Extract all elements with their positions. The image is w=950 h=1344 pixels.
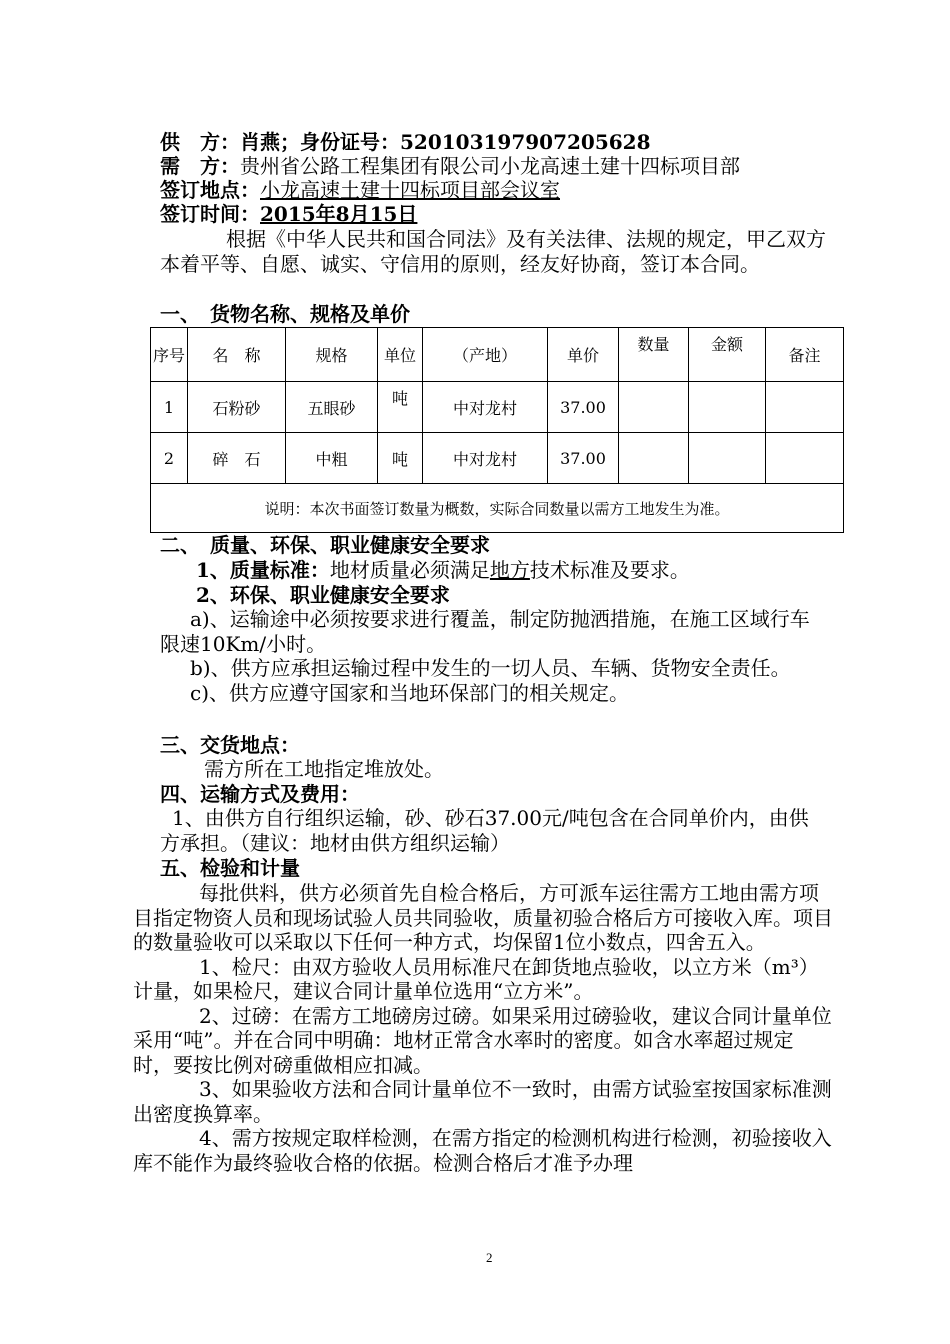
section3-text: 需方所在工地指定堆放处。 [204,757,444,781]
table-cell: 吨 [378,382,423,433]
env-item-b: b)、供方应承担运输过程中发生的一切人员、车辆、货物安全责任。 [190,656,791,680]
table-cell [619,382,689,433]
table-cell [689,382,766,433]
place-line [160,178,560,202]
table-cell: 中对龙村 [423,382,548,433]
quality-label: 1、质量标准： [196,558,330,582]
header-cell: 备注 [766,328,844,382]
intro-text: 根据《中华人民共和国合同法》及有关法律、法规的规定，甲乙双方本着平等、自愿、诚实、守信用的原则，经友好协商，签订本合同。 [160,227,826,276]
goods-table [150,327,844,533]
table-cell [766,433,844,484]
header-cell: 单价 [548,328,619,382]
section4-body [160,806,828,855]
table-cell [689,433,766,484]
section4-title: 四、运输方式及费用： [160,782,360,806]
env-item-c: c)、供方应遵守国家和当地环保部门的相关规定。 [190,680,630,705]
table-row [151,433,844,484]
page-number: 2 [486,1250,493,1265]
section5-body [133,881,833,1175]
section5-paragraph-5: 4、需方按规定取样检测，在需方指定的检测机构进行检测，初验接收入库不能作为最终验收合格的依据。检测合格后才准予办理 [133,1126,832,1175]
section3-title: 三、交货地点： [160,733,300,757]
section1-title: 一、 货物名称、规格及单价 [160,302,410,326]
section4-text: 1、由供方自行组织运输，砂、砂石37.00元/吨包含在合同单价内，由供方承担。（建议：地材由供方组织运输） [160,806,809,855]
table-note-row [151,484,844,533]
table-cell: 中对龙村 [423,433,548,484]
place-label: 签订地点： [160,178,260,202]
table-cell: 1 [151,382,188,433]
place-value: 小龙高速土建十四标项目部会议室 [260,178,560,202]
table-row [151,382,844,433]
env-title: 2、环保、职业健康安全要求 [196,583,450,607]
table-cell: 37.00 [548,433,619,484]
section5-paragraph-3: 2、过磅：在需方工地磅房过磅。如果采用过磅验收，建议合同计量单位采用“吨”。并在合同中明确：地材正常含水率时的密度。如含水率超过规定时，要按比例对磅重做相应扣减。 [133,1003,832,1077]
buyer-line [160,154,740,178]
header-cell: （产地） [423,328,548,382]
header-cell: 单位 [378,328,423,382]
env-item-a: a)、运输途中必须按要求进行覆盖，制定防抛洒措施，在施工区域行车限速10Km/小时。 [160,607,810,656]
section2-title: 二、 质量、环保、职业健康安全要求 [160,533,490,557]
header-cell: 名 称 [188,328,286,382]
table-header-row [151,328,844,382]
table-cell [619,433,689,484]
header-cell: 数量 [619,328,689,382]
header-cell: 规格 [286,328,378,382]
supplier-label: 供 方： [160,130,240,154]
quality-text-c: 技术标准及要求。 [529,558,690,582]
env-requirements [160,607,828,705]
table-cell: 石粉砂 [188,382,286,433]
table-cell: 碎 石 [188,433,286,484]
section5-paragraph-4: 3、如果验收方法和合同计量单位不一致时，由需方试验室按国家标准测出密度换算率。 [133,1077,832,1126]
table-cell [766,382,844,433]
quality-line [196,558,690,582]
header-cell: 序号 [151,328,188,382]
quality-text-a: 地材质量必须满足 [329,558,490,582]
section5-title: 五、检验和计量 [160,856,300,880]
table-cell: 吨 [378,433,423,484]
intro-paragraph [160,227,828,276]
section5-paragraph-1: 每批供料，供方必须首先自检合格后，方可派车运往需方工地由需方项目指定物资人员和现场试验人员共同验收，质量初验合格后方可接收入库。项目的数量验收可以采取以下任何一种方式，均保留1位小数点，四舍五入。 [133,881,833,954]
supplier-line [160,130,651,154]
supplier-value: 肖燕；身份证号：520103197907205628 [240,130,651,154]
time-line [160,202,417,226]
section5-paragraph-2: 1、检尺：由双方验收人员用标准尺在卸货地点验收，以立方米（m³）计量，如果检尺，建议合同计量单位选用“立方米”。 [133,954,819,1003]
table-cell: 37.00 [548,382,619,433]
table-note: 说明：本次书面签订数量为概数，实际合同数量以需方工地发生为准。 [151,484,844,533]
buyer-value: 贵州省公路工程集团有限公司小龙高速土建十四标项目部 [240,154,740,178]
time-label: 签订时间： [160,202,260,226]
table-cell: 五眼砂 [286,382,378,433]
header-cell: 金额 [689,328,766,382]
table-cell: 中粗 [286,433,378,484]
time-value: 2015年8月15日 [260,202,418,226]
quality-text-b: 地方 [489,558,530,582]
table-cell: 2 [151,433,188,484]
buyer-label: 需 方： [160,154,240,178]
